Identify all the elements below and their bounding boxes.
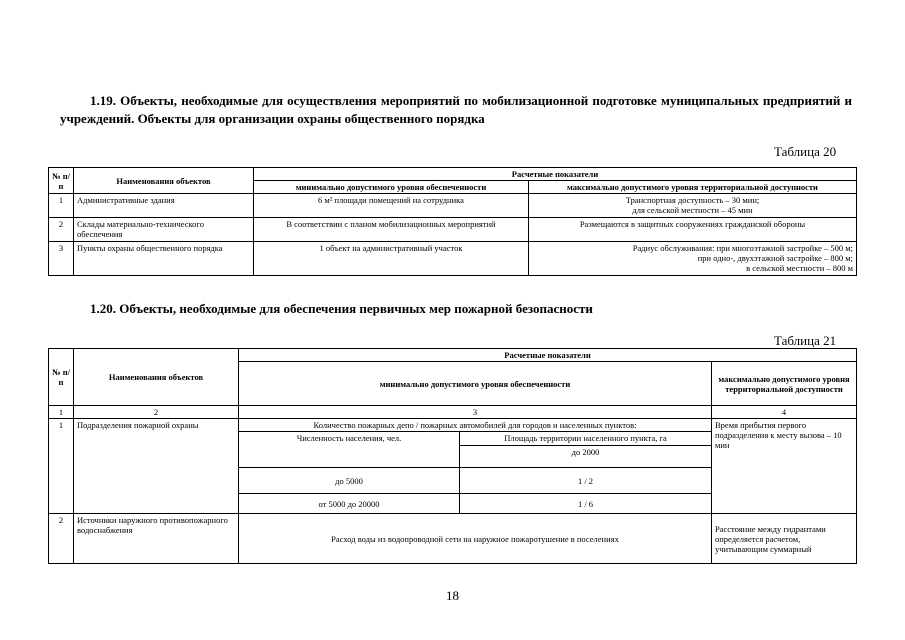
t21-row1-max: Время прибытия первого подразделения к месту вызова – 10 мин xyxy=(712,419,857,514)
t21-row2-name: Источники наружного противопожарного водоснабжения xyxy=(74,514,239,564)
t20-row2-min: В соответствии с планом мобилизационных мероприятий xyxy=(254,218,529,242)
t20-row1-name: Административные здания xyxy=(74,194,254,218)
t20-header-no: № п/п xyxy=(49,168,74,194)
t20-row1-no: 1 xyxy=(49,194,74,218)
t21-header-max: максимально допустимого уровня территориальной доступности xyxy=(712,362,857,406)
t21-row1-no: 1 xyxy=(49,419,74,514)
t21-num-3: 3 xyxy=(239,406,712,419)
t20-header-group: Расчетные показатели xyxy=(254,168,857,181)
t20-row3-max-line: при одно-, двухэтажной застройке – 800 м; xyxy=(697,253,854,263)
t20-row2-no: 2 xyxy=(49,218,74,242)
t20-row3-min: 1 объект на административный участок xyxy=(254,242,529,276)
t20-header-max: максимально допустимого уровня территориальной доступности xyxy=(529,181,857,194)
t21-num-4: 4 xyxy=(712,406,857,419)
t21-sub2-pop: от 5000 до 20000 xyxy=(239,494,460,514)
t20-row1-max xyxy=(529,194,857,218)
t21-row2-min: Расход воды из водопроводной сети на наружное пожаротушение в поселениях xyxy=(239,514,712,564)
t21-sub1-val: 1 / 2 xyxy=(460,468,712,494)
table-row xyxy=(49,514,857,564)
table-row xyxy=(49,194,857,218)
t20-row3-no: 3 xyxy=(49,242,74,276)
section-heading-1-19: 1.19. Объекты, необходимые для осуществления мероприятий по мобилизационной подготовке муниципальных предприятий и учреждений. Объекты для организации охраны общественного порядка xyxy=(60,93,852,126)
t20-row2-max xyxy=(529,218,857,242)
t21-sub2-val: 1 / 6 xyxy=(460,494,712,514)
table-row xyxy=(49,218,857,242)
t21-header-name: Наименования объектов xyxy=(74,349,239,406)
t21-row2-no: 2 xyxy=(49,514,74,564)
t20-row1-max-line: Транспортная доступность – 30 мин; xyxy=(625,195,760,205)
t21-header-no: № п/п xyxy=(49,349,74,406)
table-21 xyxy=(48,348,857,564)
t21-pop-header: Численность населения, чел. xyxy=(239,432,460,468)
t21-row2-max: Расстояние между гидрантами определяется расчетом, учитывающим суммарный xyxy=(712,514,857,564)
t20-row1-max-line: для сельской местности – 45 мин xyxy=(632,205,753,215)
t20-header-min: минимально допустимого уровня обеспеченности xyxy=(254,181,529,194)
t21-row1-intro: Количество пожарных депо / пожарных автомобилей для городов и населенных пунктов: xyxy=(239,419,712,432)
table-row xyxy=(49,242,857,276)
t20-row3-max-line: Радиус обслуживания: при многоэтажной застройке – 500 м; xyxy=(632,243,854,253)
table-caption-21: Таблица 21 xyxy=(774,333,837,348)
t21-header-min: минимально допустимого уровня обеспеченности xyxy=(239,362,712,406)
t21-sub1-pop: до 5000 xyxy=(239,468,460,494)
t21-area-header: Площадь территории населенного пункта, га xyxy=(460,432,712,446)
t21-header-group: Расчетные показатели xyxy=(239,349,857,362)
table-caption-20: Таблица 20 xyxy=(774,144,837,159)
page-number: 18 xyxy=(446,588,459,603)
t20-row3-max xyxy=(529,242,857,276)
t20-row2-max-line: Размещаются в защитных сооружениях гражданской обороны xyxy=(579,219,806,229)
t20-row3-name: Пункты охраны общественного порядка xyxy=(74,242,254,276)
t21-num-1: 1 xyxy=(49,406,74,419)
t21-num-2: 2 xyxy=(74,406,239,419)
t20-header-name: Наименования объектов xyxy=(74,168,254,194)
t21-row1-name: Подразделения пожарной охраны xyxy=(74,419,239,514)
t20-row1-min: 6 м² площади помещений на сотрудника xyxy=(254,194,529,218)
t21-area-sub: до 2000 xyxy=(460,446,712,468)
section-heading-1-20: 1.20. Объекты, необходимые для обеспечения первичных мер пожарной безопасности xyxy=(90,301,593,316)
table-20 xyxy=(48,167,857,276)
t20-row2-name: Склады материально-технического обеспечения xyxy=(74,218,254,242)
t20-row3-max-line: в сельской местности – 800 м xyxy=(746,263,854,273)
